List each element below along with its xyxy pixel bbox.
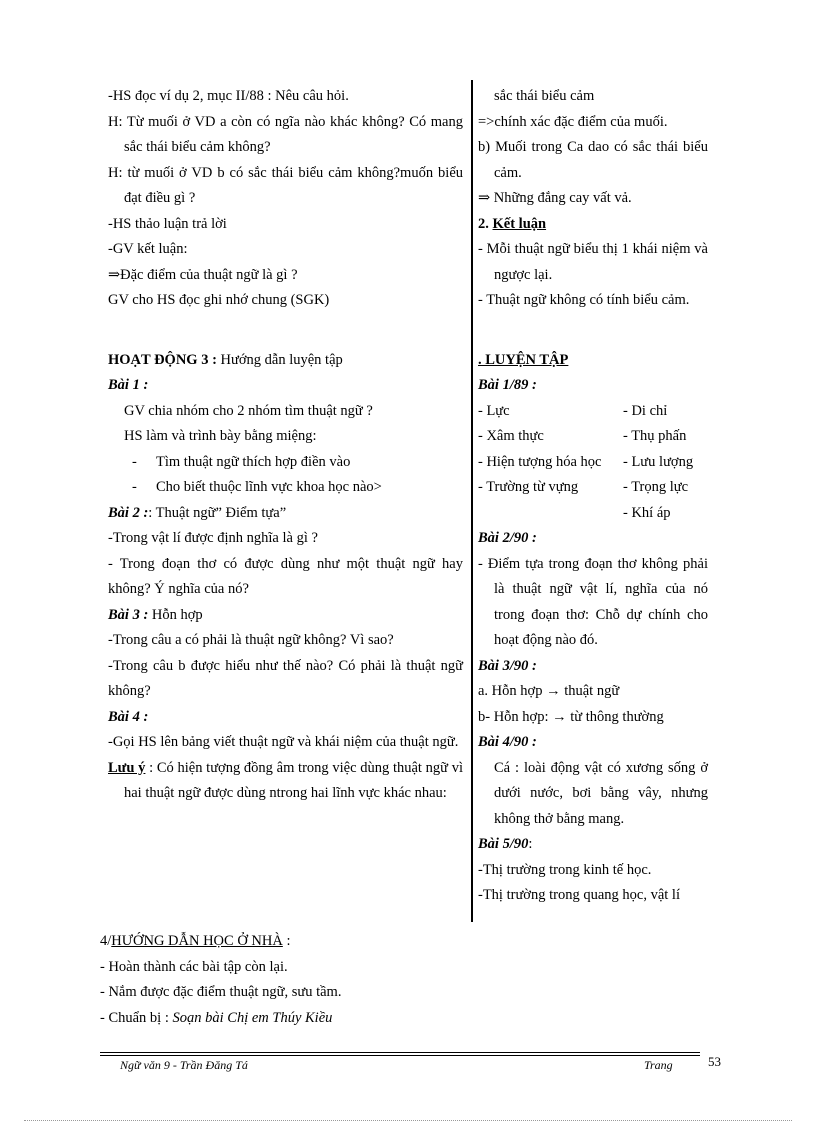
- text-line: -HS thảo luận trả lời: [108, 215, 227, 232]
- text-line: GV cho HS đọc ghi nhớ chung (SGK): [108, 292, 330, 308]
- homework-heading: 4/HƯỚNG DẪN HỌC Ở NHÀ :: [100, 933, 291, 949]
- page-edge: [24, 1120, 792, 1121]
- right-column: [478, 84, 708, 909]
- exercise-1-label: Bài 1 :: [108, 377, 149, 393]
- exercise-1-89-label: Bài 1/89 :: [478, 377, 537, 393]
- term: - Trọng lực: [623, 479, 689, 495]
- text-line: b) Muối trong Ca dao có sắc thái biểu cảm.: [478, 139, 708, 181]
- text-line: -Trong câu a có phải là thuật ngữ không? Vì sao?: [108, 632, 394, 648]
- footer-right: Trang: [644, 1058, 673, 1072]
- term: - Di chỉ: [623, 402, 668, 419]
- text-line: Cá : loài động vật có xương sống ở dưới nước, bơi bằng vây, nhưng không thở bằng mang.: [494, 759, 708, 827]
- question-1: H: Từ muối ở VD a còn có ngĩa nào khác không? Có mang sắc thái biểu cảm không?: [108, 113, 463, 155]
- term: - Hiện tượng hóa học: [478, 453, 602, 470]
- conclusion-item: - Mỗi thuật ngữ biểu thị 1 khái niệm và ngược lại.: [478, 241, 708, 283]
- exercise-5-90-heading: Bài 5/90:: [478, 836, 533, 852]
- footer-left: Ngữ văn 9 - Trần Đăng Tá: [120, 1058, 248, 1072]
- text-line: sắc thái biểu cảm: [494, 88, 595, 104]
- conclusion-item: - Thuật ngữ không có tính biểu cảm.: [478, 292, 690, 308]
- term: - Lưu lượng: [623, 453, 694, 470]
- column-divider: [471, 80, 473, 922]
- term: [478, 501, 623, 527]
- text-line: -Thị trường trong quang học, vật lí: [478, 887, 680, 903]
- exercise-2-90-label: Bài 2/90 :: [478, 530, 537, 546]
- text-line: - Chuẩn bị : Soạn bài Chị em Thúy Kiều: [100, 1009, 333, 1026]
- note-paragraph: Lưu ý : Có hiện tượng đồng âm trong việc dùng thuật ngữ vì hai thuật ngữ được dùng ntrong hai lĩnh vực khác nhau:: [108, 759, 464, 801]
- term: - Thụ phấn: [623, 428, 687, 444]
- exercise-4-label: Bài 4 :: [108, 708, 149, 725]
- exercise-4-90-label: Bài 4/90 :: [478, 734, 537, 750]
- term: - Trường từ vựng: [478, 479, 579, 495]
- conclusion-heading: 2. Kết luận: [478, 215, 547, 232]
- bullet-item: - Cho biết thuộc lĩnh vực khoa học nào>: [132, 479, 382, 495]
- text-line: -GV kết luận:: [108, 241, 188, 257]
- text-line: - Trong đoạn thơ có được dùng như một thuật ngữ hay không? Ý nghĩa của nó?: [108, 555, 463, 597]
- text-line: b- Hỗn hợp: → từ thông thường: [478, 708, 664, 725]
- text-line: ⇒ Những đắng cay vất vả.: [478, 190, 632, 206]
- text-line: - Điểm tựa trong đoạn thơ không phải là thuật ngữ vật lí, nghĩa của nó trong đoạn thơ: Chỗ dự chính cho hoạt động nào đó.: [478, 555, 708, 648]
- activity-3-heading: HOẠT ĐỘNG 3 : Hướng dẫn luyện tập: [108, 351, 343, 368]
- text-line: =>chính xác đặc điểm của muối.: [478, 113, 668, 130]
- footer-rule: [100, 1055, 700, 1056]
- footer-rule: [100, 1052, 700, 1053]
- exercise-2-heading: Bài 2 :: Thuật ngữ” Điểm tựa”: [108, 504, 287, 521]
- exercise-3-90-label: Bài 3/90 :: [478, 657, 537, 674]
- text-line: -Trong câu b được hiểu như thế nào? Có phải là thuật ngữ không?: [108, 657, 463, 699]
- terms-grid: [478, 399, 708, 527]
- page-number: 53: [708, 1054, 721, 1069]
- text-line: HS làm và trình bày bằng miệng:: [124, 428, 317, 444]
- bullet-item: - Tìm thuật ngữ thích hợp điền vào: [132, 453, 351, 470]
- left-column: [108, 84, 463, 807]
- text-line: -Thị trường trong kinh tế học.: [478, 861, 652, 878]
- question-2: H: từ muối ở VD b có sắc thái biểu cảm không?muốn biểu đạt điều gì ?: [108, 164, 463, 206]
- text-line: - Hoàn thành các bài tập còn lại.: [100, 958, 288, 975]
- term: - Lực: [478, 402, 510, 419]
- text-line: -Gọi HS lên bảng viết thuật ngữ và khái niệm của thuật ngữ.: [108, 734, 459, 750]
- text-line: ⇒Đặc điểm của thuật ngữ là gì ?: [108, 266, 298, 283]
- text-line: - Nắm được đặc điểm thuật ngữ, sưu tầm.: [100, 984, 342, 1000]
- practice-heading: . LUYỆN TẬP: [478, 351, 569, 368]
- text-line: -Trong vật lí được định nghĩa là gì ?: [108, 530, 318, 546]
- term: - Khí áp: [623, 504, 671, 521]
- term: - Xâm thực: [478, 428, 544, 444]
- homework-section: [100, 929, 720, 1031]
- text-line: a. Hỗn hợp → thuật ngữ: [478, 683, 620, 699]
- text-line: -HS đọc ví dụ 2, mục II/88 : Nêu câu hỏi.: [108, 88, 349, 104]
- text-line: GV chia nhóm cho 2 nhóm tìm thuật ngữ ?: [124, 402, 373, 419]
- exercise-3-heading: Bài 3 : Hỗn hợp: [108, 606, 203, 623]
